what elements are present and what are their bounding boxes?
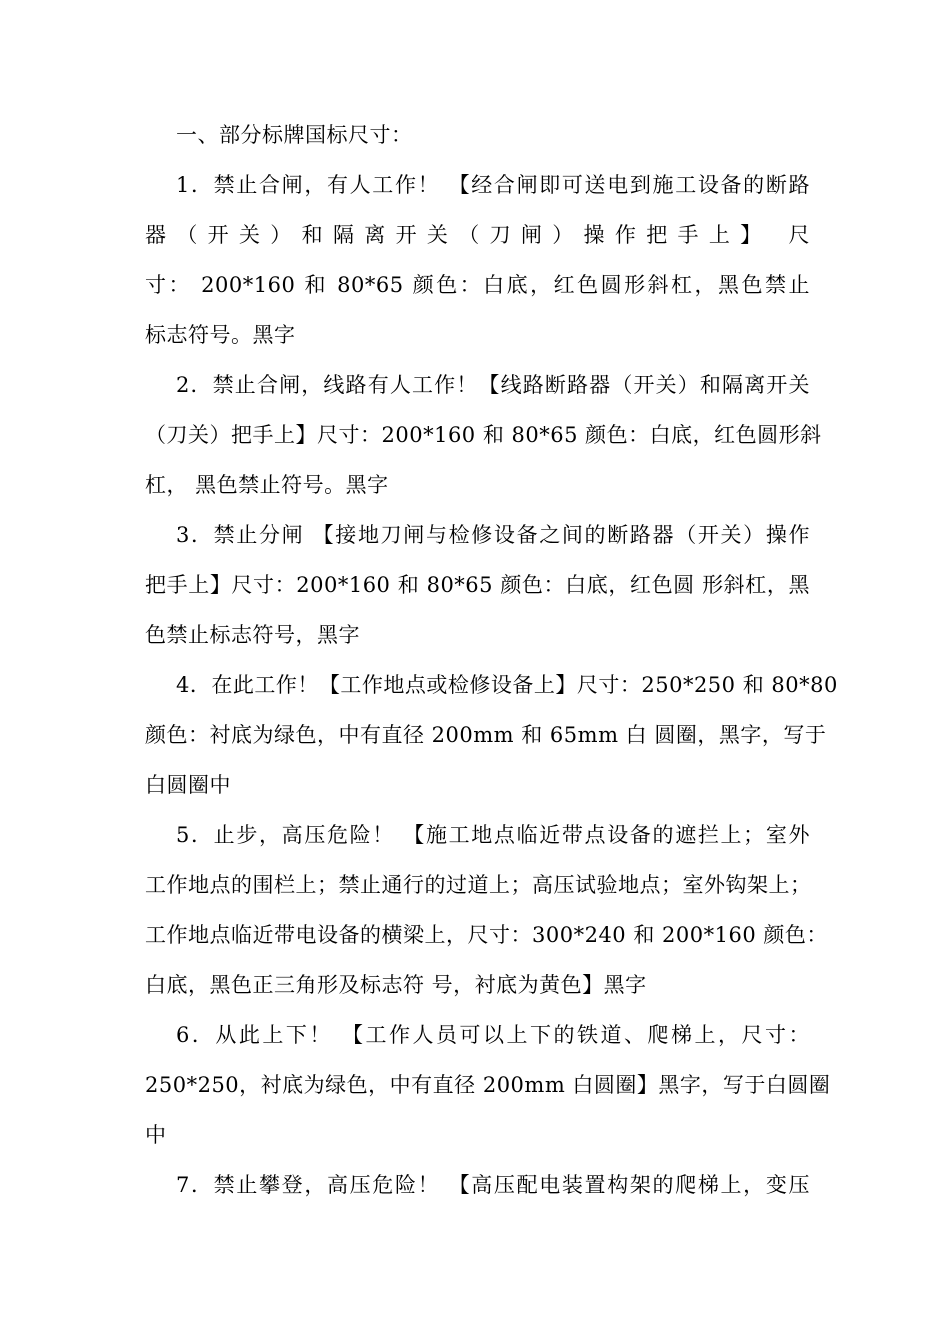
item-1-line-1: 1．禁止合闸，有人工作！ 【经合闸即可送电到施工设备的断路: [176, 173, 810, 197]
item-3-line-1: 3．禁止分闸 【接地刀闸与检修设备之间的断路器（开关）操作: [176, 523, 810, 547]
item-5-line-2: 工作地点的围栏上；禁止通行的过道上；高压试验地点；室外钩架上；: [145, 873, 812, 897]
item-2-line-2: （刀关）把手上】尺寸：200*160 和 80*65 颜色：白底，红色圆形斜: [145, 423, 822, 447]
item-5-line-3: 工作地点临近带电设备的横梁上，尺寸：300*240 和 200*160 颜色：: [145, 923, 828, 947]
item-6-line-2: 250*250，衬底为绿色，中有直径 200mm 白圆圈】黑字，写于白圆圈: [145, 1073, 831, 1097]
item-4-line-1: 4．在此工作！【工作地点或检修设备上】尺寸：250*250 和 80*80: [176, 673, 838, 697]
item-6-line-1: 6．从此上下！ 【工作人员可以上下的铁道、爬梯上，尺寸：: [176, 1023, 810, 1047]
item-3-line-2: 把手上】尺寸：200*160 和 80*65 颜色：白底，红色圆 形斜杠，黑: [145, 573, 810, 597]
item-4-line-2: 颜色：衬底为绿色，中有直径 200mm 和 65mm 白 圆圈，黑字，写于: [145, 723, 827, 747]
item-6-line-3: 中: [145, 1123, 167, 1147]
item-1-line-3: 寸： 200*160 和 80*65 颜色：白底，红色圆形斜杠，黑色禁止: [145, 273, 810, 297]
item-2-line-1: 2．禁止合闸，线路有人工作！【线路断路器（开关）和隔离开关: [176, 373, 810, 397]
item-5-line-4: 白底，黑色正三角形及标志符 号，衬底为黄色】黑字: [145, 973, 647, 997]
item-4-line-3: 白圆圈中: [145, 773, 231, 797]
item-2-line-3: 杠， 黑色禁止符号。黑字: [145, 473, 389, 497]
section-heading: 一、部分标牌国标尺寸：: [176, 123, 413, 147]
item-3-line-3: 色禁止标志符号，黑字: [145, 623, 360, 647]
item-1-line-2: 器（开关）和隔离开关（刀闸）操作把手上】 尺: [145, 223, 810, 247]
item-5-line-1: 5．止步，高压危险！ 【施工地点临近带点设备的遮拦上；室外: [176, 823, 810, 847]
item-1-line-4: 标志符号。黑字: [145, 323, 296, 347]
item-7-line-1: 7．禁止攀登，高压危险！ 【高压配电装置构架的爬梯上，变压: [176, 1173, 810, 1197]
